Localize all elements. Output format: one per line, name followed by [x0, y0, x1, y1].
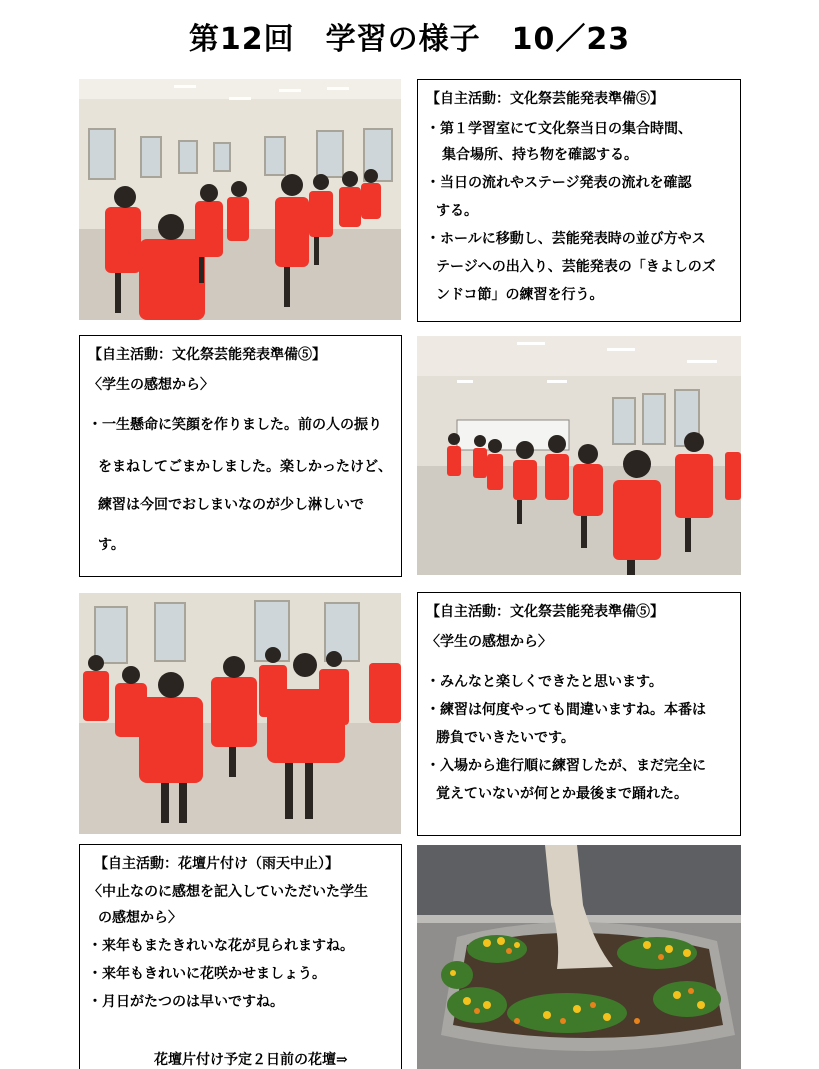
- impressions-box-3: [417, 592, 741, 836]
- impressions-line: 練習は今回でおしまいなのが少し淋しいで: [98, 497, 364, 513]
- flowerbed-heading: 【自主活動：花壇片付け（雨天中止）】: [94, 856, 339, 872]
- flowerbed-line: ・来年もきれいに花咲かせましょう。: [88, 966, 326, 982]
- activity-line: ンドコ節」の練習を行う。: [436, 287, 604, 303]
- activity-line: ・当日の流れやステージ発表の流れを確認: [426, 175, 692, 191]
- impressions-line: 覚えていないが何とか最後まで踊れた。: [436, 786, 688, 802]
- flowerbed-line: ・月日がたつのは早いですね。: [88, 994, 284, 1010]
- impressions-line: をまねしてごまかしました。楽しかったけど、: [98, 459, 392, 475]
- flowerbed-caption: 花壇片付け予定２日前の花壇⇒: [154, 1052, 348, 1068]
- impressions-box-2: [79, 335, 402, 577]
- photo-dance-practice-1: [79, 79, 401, 320]
- impressions-line: ・入場から進行順に練習したが、まだ完全に: [426, 758, 706, 774]
- flowerbed-subheading: の感想から〉: [98, 910, 182, 926]
- photo-dance-practice-3: [79, 593, 401, 834]
- impressions-line: ・練習は何度やっても間違いますね。本番は: [426, 702, 706, 718]
- impressions-subheading: 〈学生の感想から〉: [426, 634, 552, 650]
- impressions-line: 勝負でいきたいです。: [436, 730, 575, 746]
- impressions-line: す。: [98, 537, 125, 553]
- activity-line: ・第１学習室にて文化祭当日の集合時間、: [426, 121, 692, 137]
- activity-line: ・ホールに移動し、芸能発表時の並び方やス: [426, 231, 706, 247]
- activity-heading: 【自主活動：文化祭芸能発表準備⑤】: [426, 91, 664, 107]
- activity-box-1: [417, 79, 741, 322]
- photo-dance-practice-2: [417, 336, 741, 575]
- activity-line: 集合場所、持ち物を確認する。: [442, 147, 638, 163]
- impressions-heading: 【自主活動：文化祭芸能発表準備⑤】: [88, 347, 326, 363]
- impressions-line: ・みんなと楽しくできたと思います。: [426, 674, 663, 690]
- activity-line: する。: [436, 203, 478, 219]
- activity-line: テージへの出入り、芸能発表の「きよしのズ: [436, 259, 716, 275]
- impressions-subheading: 〈学生の感想から〉: [88, 377, 214, 393]
- photo-flowerbed: [417, 845, 741, 1069]
- impressions-heading: 【自主活動：文化祭芸能発表準備⑤】: [426, 604, 664, 620]
- flowerbed-box-4: [79, 844, 402, 1069]
- impressions-line: ・一生懸命に笑顔を作りました。前の人の振り: [88, 417, 382, 433]
- flowerbed-subheading: 〈中止なのに感想を記入していただいた学生: [88, 884, 368, 900]
- page-title: 第12回 学習の様子 10／23: [188, 22, 631, 57]
- flowerbed-line: ・来年もまたきれいな花が見られますね。: [88, 938, 354, 954]
